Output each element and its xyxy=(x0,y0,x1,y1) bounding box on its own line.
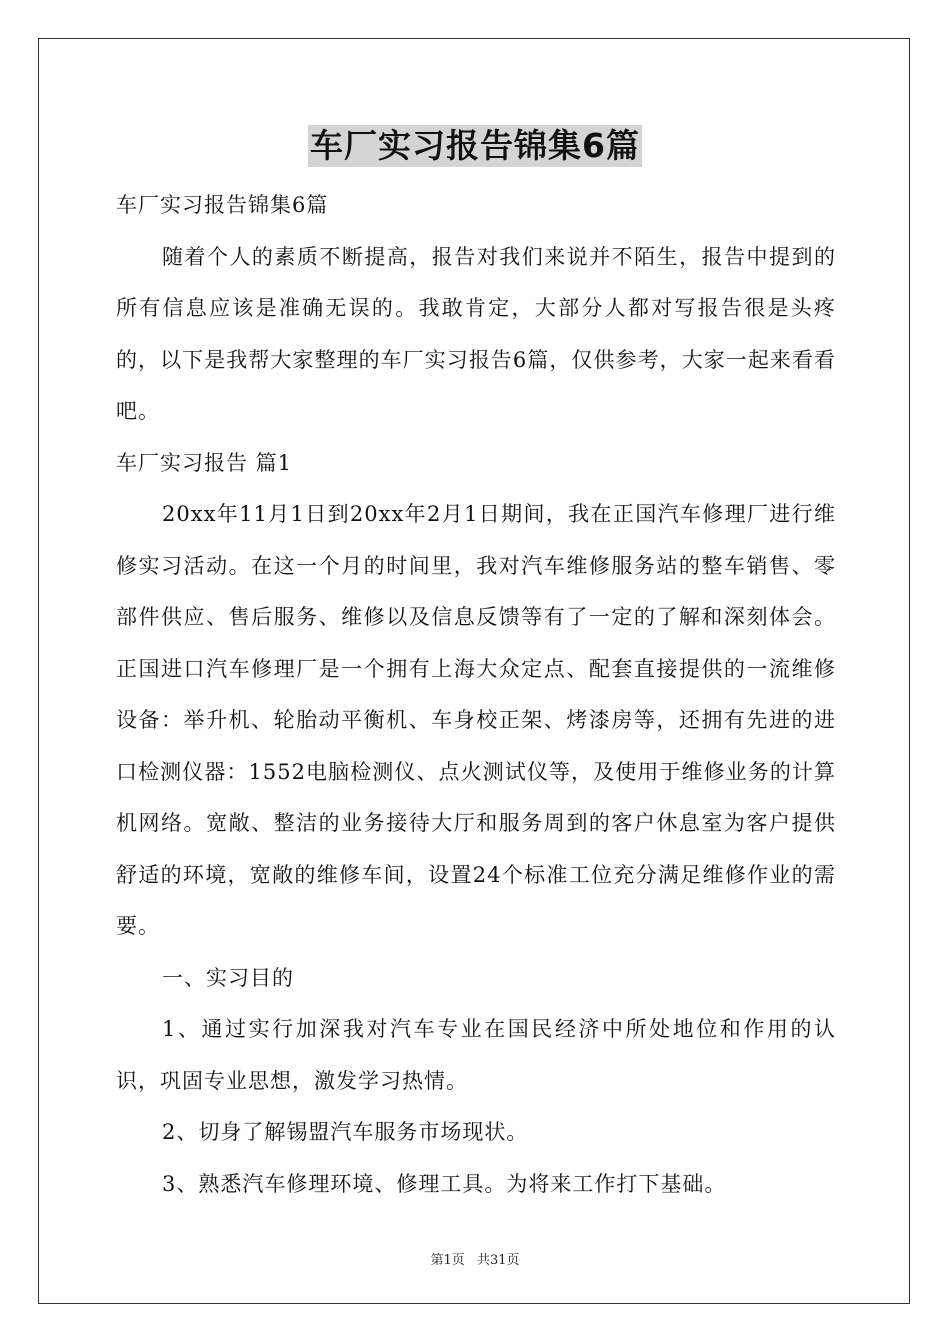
page-footer xyxy=(0,1249,950,1268)
subtitle-line: 车厂实习报告锦集6篇 xyxy=(116,193,329,217)
title-container xyxy=(0,125,950,167)
section-heading: 车厂实习报告 篇1 xyxy=(116,450,293,475)
intro-paragraph: 随着个人的素质不断提高，报告对我们来说并不陌生，报告中提到的所有信息应该是准确无误的。我敢肯定，大部分人都对写报告很是头疼的，以下是我帮大家整理的车厂实习报告6篇，仅供参考，大家一起来看看吧。 xyxy=(116,244,836,423)
list-item: 3、熟悉汽车修理环境、修理工具。为将来工作打下基础。 xyxy=(162,1171,727,1196)
list-item: 2、切身了解锡盟汽车服务市场现状。 xyxy=(162,1120,529,1144)
page-number: 第1页 xyxy=(430,1253,465,1268)
document-title: 车厂实习报告锦集6篇 xyxy=(310,126,640,165)
subsection-heading: 一、实习目的 xyxy=(162,965,294,990)
page-total: 共31页 xyxy=(476,1253,520,1268)
body-paragraph: 20xx年11月1日到20xx年2月1日期间，我在正国汽车修理厂进行维修实习活动。在这一个月的时间里，我对汽车维修服务站的整车销售、零部件供应、售后服务、维修以及信息反馈等有了一定的了解和深刻体会。正国进口汽车修理厂是一个拥有上海大众定点、配套直接提供的一流维修设备：举升机、轮胎动平衡机、车身校正架、烤漆房等，还拥有先进的进口检测仪器：1552电脑检测仪、点火测试仪等，及使用于维修业务的计算机网络。宽敞、整洁的业务接待大厅和服务周到的客户休息室为客户提供舒适的环境，宽敞的维修车间，设置24个标准工位充分满足维修作业的需要。 xyxy=(116,502,836,938)
document-body xyxy=(116,180,836,1210)
list-item: 1、通过实行加深我对汽车专业在国民经济中所处地位和作用的认识，巩固专业思想，激发学习热情。 xyxy=(116,1017,836,1093)
